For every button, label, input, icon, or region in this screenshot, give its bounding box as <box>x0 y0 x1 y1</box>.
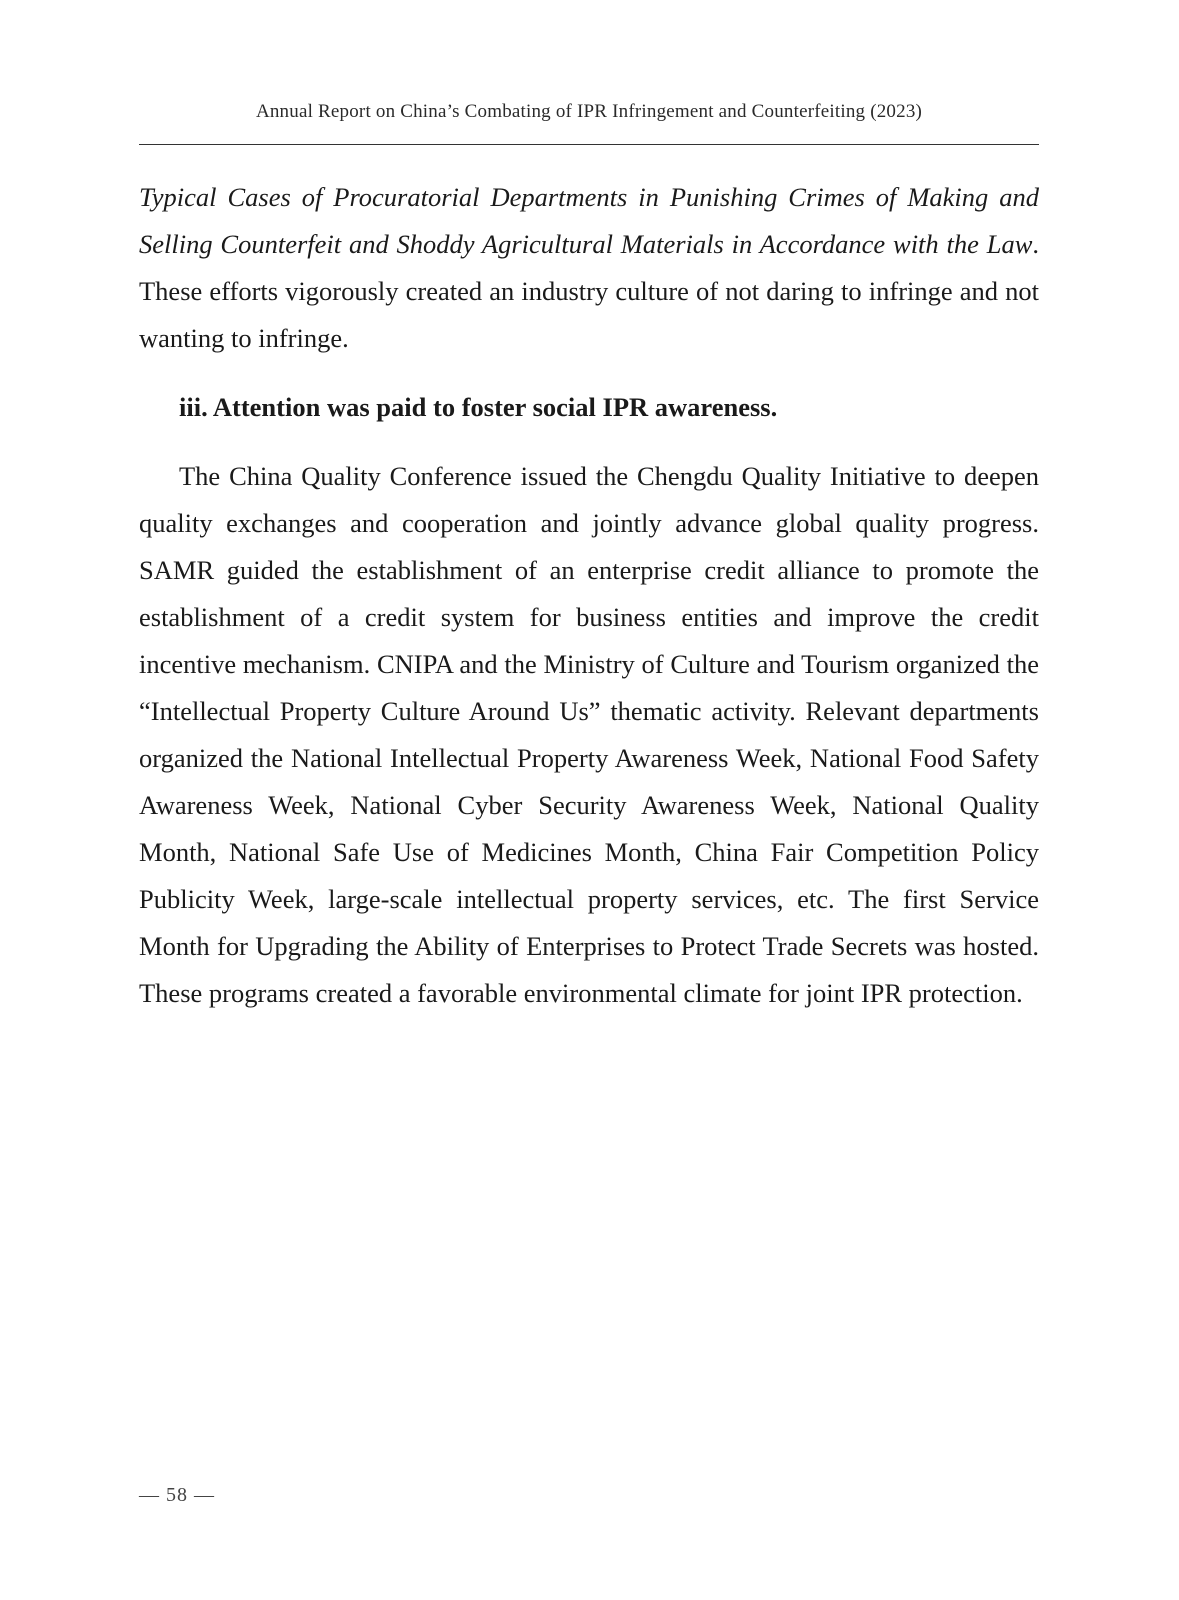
header-divider <box>139 144 1039 145</box>
page-body <box>139 174 1039 1017</box>
case-title-italic: Typical Cases of Procuratorial Departments in Punishing Crimes of Making and Selling Counterfeit and Shoddy Agricultural Materials in Accordance with the Law <box>139 182 1039 259</box>
paragraph-continued-text: . These efforts vigorously created an industry culture of not daring to infringe and not wanting to infringe. <box>139 229 1039 353</box>
paragraph-awareness: The China Quality Conference issued the Chengdu Quality Initiative to deepen quality exchanges and cooperation and jointly advance global quality progress. SAMR guided the establishment of an enterprise credit alliance to promote the establishment of a credit system for business entities and improve the credit incentive mechanism. CNIPA and the Ministry of Culture and Tourism organized the “Intellectual Property Culture Around Us” thematic activity. Relevant departments organized the National Intellectual Property Awareness Week, National Food Safety Awareness Week, National Cyber Security Awareness Week, National Quality Month, National Safe Use of Medicines Month, China Fair Competition Policy Publicity Week, large-scale intellectual property services, etc. The first Service Month for Upgrading the Ability of Enterprises to Protect Trade Secrets was hosted. These programs created a favorable environmental climate for joint IPR protection. <box>139 461 1039 1008</box>
running-header: Annual Report on China’s Combating of IPR Infringement and Counterfeiting (2023) <box>255 101 923 122</box>
section-heading: iii. Attention was paid to foster social IPR awareness. <box>179 392 778 422</box>
paragraph-continued <box>139 174 1039 362</box>
page-number: — 58 — <box>139 1484 215 1506</box>
